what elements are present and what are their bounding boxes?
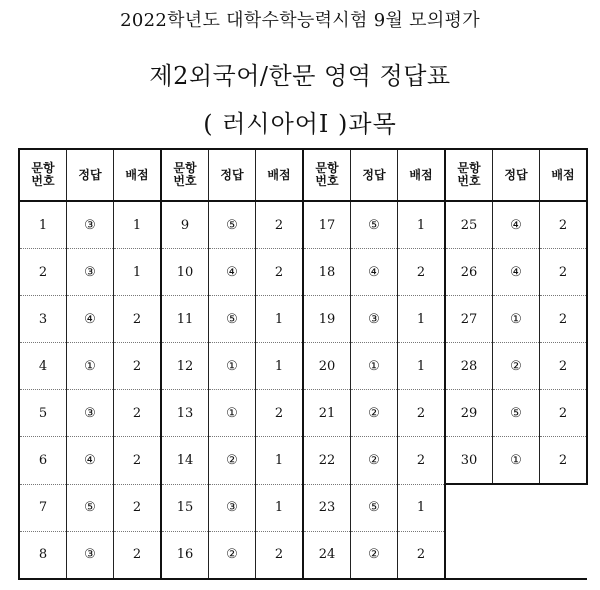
cell-number: 27	[445, 296, 493, 343]
cell-answer: ④	[351, 249, 398, 296]
cell-answer: ③	[351, 296, 398, 343]
cell-answer: ④	[67, 437, 114, 485]
cell-score: 1	[398, 201, 446, 249]
cell-number: 10	[161, 249, 209, 296]
cell-answer: ②	[351, 437, 398, 485]
cell-score: 2	[256, 390, 304, 437]
table-row	[19, 484, 587, 531]
empty-cell	[540, 484, 588, 531]
cell-answer: ④	[209, 249, 256, 296]
empty-cell	[493, 484, 540, 531]
table-row	[19, 531, 587, 579]
header-number-top: 문항	[173, 161, 197, 175]
cell-score: 2	[398, 531, 446, 579]
cell-answer: ①	[67, 343, 114, 390]
cell-answer: ④	[493, 249, 540, 296]
cell-number: 26	[445, 249, 493, 296]
cell-score: 2	[540, 437, 588, 485]
cell-score: 1	[256, 437, 304, 485]
cell-score: 2	[398, 390, 446, 437]
cell-score: 2	[256, 531, 304, 579]
header-score: 배점	[398, 149, 446, 201]
cell-answer: ④	[67, 296, 114, 343]
cell-number: 11	[161, 296, 209, 343]
cell-answer: ④	[493, 201, 540, 249]
cell-score: 2	[540, 201, 588, 249]
cell-number: 23	[303, 484, 351, 531]
cell-number: 12	[161, 343, 209, 390]
header-answer: 정답	[493, 149, 540, 201]
cell-number: 16	[161, 531, 209, 579]
cell-answer: ⑤	[351, 484, 398, 531]
cell-answer: ②	[351, 531, 398, 579]
answer-key-table	[18, 148, 588, 580]
cell-answer: ①	[493, 437, 540, 485]
cell-number: 29	[445, 390, 493, 437]
cell-score: 2	[114, 437, 162, 485]
header-number-top: 문항	[315, 161, 339, 175]
cell-number: 5	[19, 390, 67, 437]
header-number	[161, 149, 209, 201]
cell-answer: ②	[351, 390, 398, 437]
cell-score: 1	[398, 296, 446, 343]
header-number-top: 문항	[457, 161, 481, 175]
cell-number: 21	[303, 390, 351, 437]
cell-number: 20	[303, 343, 351, 390]
cell-score: 2	[540, 343, 588, 390]
cell-number: 22	[303, 437, 351, 485]
table-row	[19, 437, 587, 485]
cell-number: 25	[445, 201, 493, 249]
header-number-bottom: 번호	[173, 174, 197, 188]
cell-answer: ②	[209, 531, 256, 579]
cell-score: 1	[256, 296, 304, 343]
header-number-top: 문항	[31, 161, 55, 175]
cell-number: 19	[303, 296, 351, 343]
header-answer: 정답	[67, 149, 114, 201]
cell-score: 2	[114, 296, 162, 343]
cell-number: 13	[161, 390, 209, 437]
header-answer: 정답	[209, 149, 256, 201]
header-number	[19, 149, 67, 201]
cell-number: 17	[303, 201, 351, 249]
cell-number: 9	[161, 201, 209, 249]
cell-score: 1	[398, 343, 446, 390]
header-number	[303, 149, 351, 201]
empty-cell	[445, 531, 493, 579]
cell-number: 28	[445, 343, 493, 390]
cell-answer: ⑤	[67, 484, 114, 531]
cell-score: 2	[398, 249, 446, 296]
cell-number: 3	[19, 296, 67, 343]
cell-number: 7	[19, 484, 67, 531]
header-number-bottom: 번호	[315, 174, 339, 188]
header-score: 배점	[540, 149, 588, 201]
cell-answer: ①	[209, 343, 256, 390]
header-number-bottom: 번호	[31, 174, 55, 188]
header-row	[19, 149, 587, 201]
exam-title: 2022학년도 대학수학능력시험 9월 모의평가	[120, 10, 480, 31]
cell-answer: ③	[67, 390, 114, 437]
cell-number: 8	[19, 531, 67, 579]
cell-answer: ①	[351, 343, 398, 390]
cell-number: 1	[19, 201, 67, 249]
cell-answer: ⑤	[351, 201, 398, 249]
header-score: 배점	[114, 149, 162, 201]
cell-score: 2	[114, 484, 162, 531]
cell-score: 1	[114, 249, 162, 296]
empty-cell	[445, 484, 493, 531]
cell-score: 2	[398, 437, 446, 485]
table-row	[19, 296, 587, 343]
cell-score: 1	[256, 484, 304, 531]
empty-cell	[540, 531, 588, 579]
cell-number: 24	[303, 531, 351, 579]
cell-score: 2	[114, 343, 162, 390]
cell-number: 30	[445, 437, 493, 485]
cell-answer: ②	[493, 343, 540, 390]
header-number	[445, 149, 493, 201]
cell-number: 18	[303, 249, 351, 296]
cell-answer: ①	[493, 296, 540, 343]
header-number-bottom: 번호	[457, 174, 481, 188]
cell-score: 1	[256, 343, 304, 390]
table-row	[19, 343, 587, 390]
empty-cell	[493, 531, 540, 579]
cell-answer: ⑤	[209, 201, 256, 249]
cell-score: 2	[256, 249, 304, 296]
cell-number: 4	[19, 343, 67, 390]
header-score: 배점	[256, 149, 304, 201]
cell-answer: ②	[209, 437, 256, 485]
cell-number: 6	[19, 437, 67, 485]
cell-number: 15	[161, 484, 209, 531]
table-row	[19, 249, 587, 296]
cell-number: 2	[19, 249, 67, 296]
cell-answer: ③	[67, 531, 114, 579]
cell-score: 2	[114, 531, 162, 579]
cell-answer: ①	[209, 390, 256, 437]
cell-answer: ⑤	[493, 390, 540, 437]
cell-answer: ③	[209, 484, 256, 531]
cell-score: 2	[256, 201, 304, 249]
cell-score: 2	[540, 390, 588, 437]
cell-answer: ③	[67, 201, 114, 249]
cell-answer: ③	[67, 249, 114, 296]
cell-score: 2	[114, 390, 162, 437]
cell-score: 2	[540, 296, 588, 343]
cell-score: 1	[114, 201, 162, 249]
header-answer: 정답	[351, 149, 398, 201]
section-title: 제2외국어/한문 영역 정답표	[149, 62, 451, 90]
subject-title: ( 러시아어Ⅰ )과목	[203, 110, 397, 138]
table-row	[19, 390, 587, 437]
cell-score: 2	[540, 249, 588, 296]
cell-score: 1	[398, 484, 446, 531]
cell-number: 14	[161, 437, 209, 485]
cell-answer: ⑤	[209, 296, 256, 343]
table-row	[19, 201, 587, 249]
